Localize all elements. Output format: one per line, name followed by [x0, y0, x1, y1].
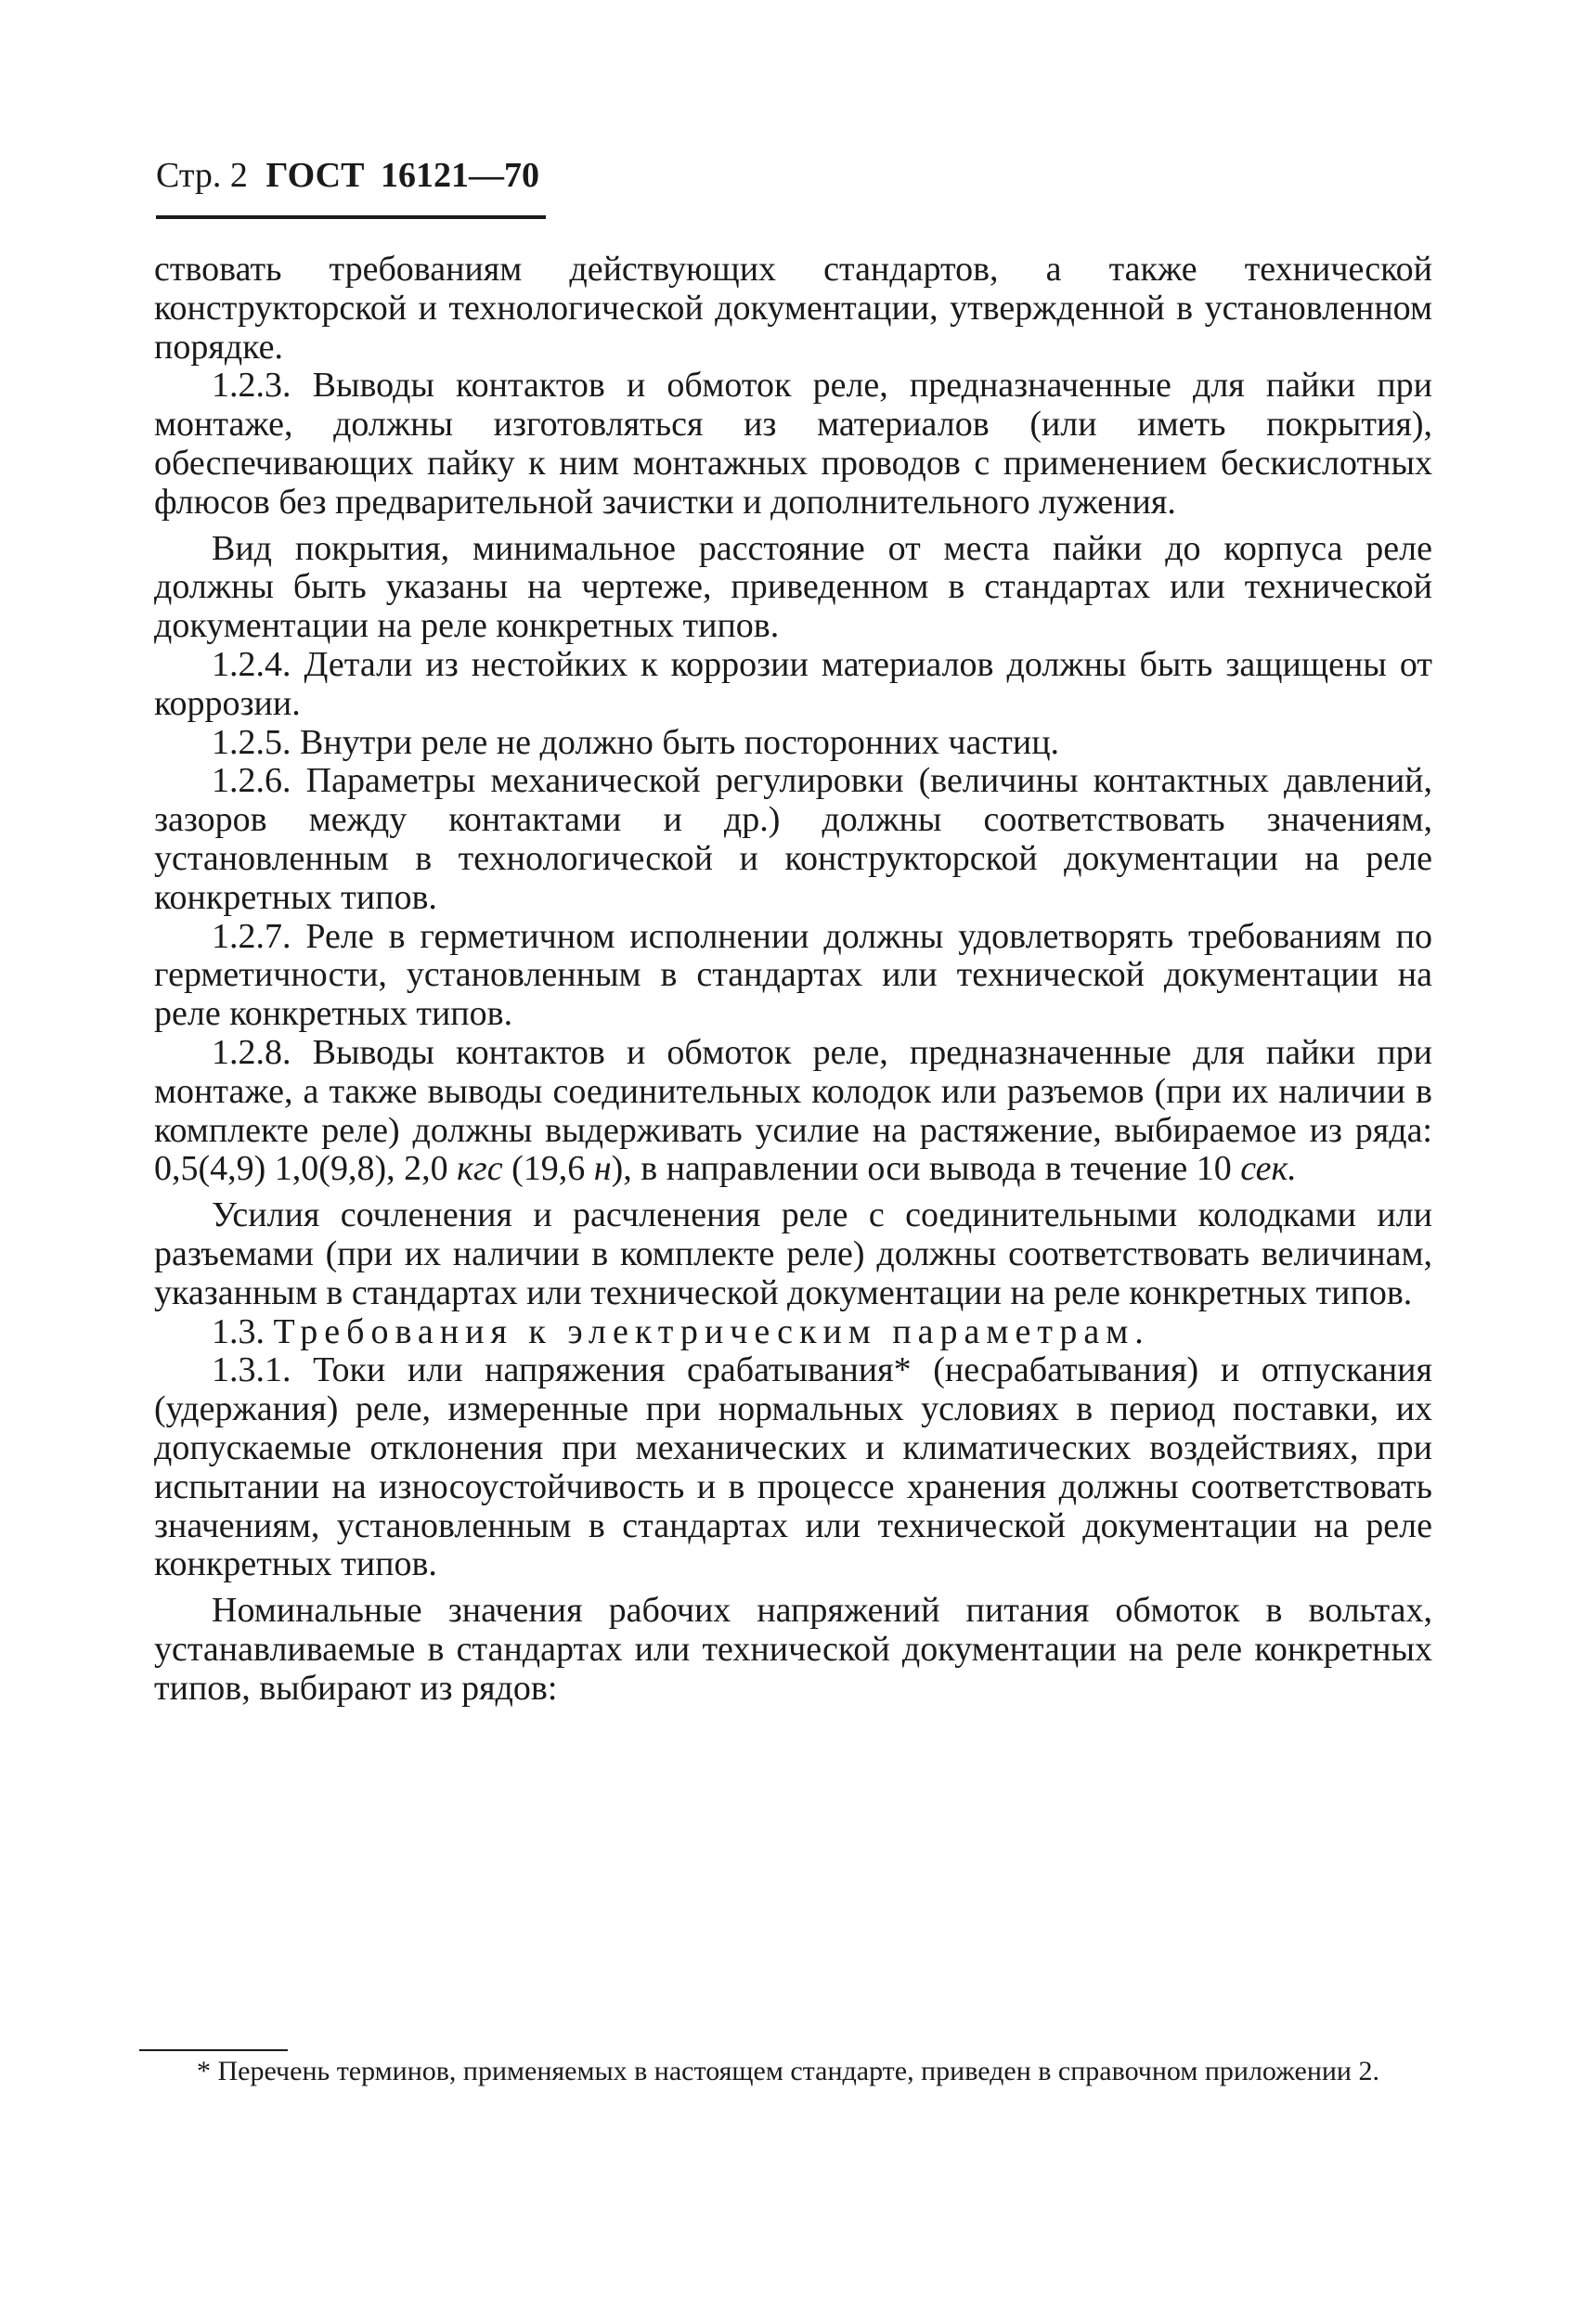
- page-number-label: Стр. 2: [156, 156, 248, 195]
- paragraph-1-2-7: 1.2.7. Реле в герметичном исполнении должны удовлетворять требованиям по герметичности, установленным в стандартах или технической документации на реле конкретных типов.: [154, 916, 1432, 1034]
- unit-kgs: кгс: [457, 1149, 503, 1189]
- footnote: [139, 2056, 1432, 2087]
- section-number: 1.3.: [212, 1311, 265, 1351]
- paragraph-1-2-4: 1.2.4. Детали из нестойких к коррозии материалов должны быть защищены от коррозии.: [154, 644, 1432, 723]
- standard-number: 16121—70: [380, 156, 539, 195]
- paragraph-1-2-5: 1.2.5. Внутри реле не должно быть посторонних частиц.: [212, 722, 1060, 762]
- section-heading-1-3: [154, 1313, 1432, 1352]
- paragraph-1-2-8: [154, 1034, 1432, 1189]
- paragraph-1-2-8-text-b: (19,6: [502, 1149, 594, 1189]
- unit-newton: н: [593, 1149, 612, 1189]
- paragraph-coating: Вид покрытия, минимальное расстояние от места пайки до корпуса реле должны быть указаны на чертеже, приведенном в стандартах или технической документации на реле конкретных типов.: [154, 528, 1432, 646]
- paragraph-1-2-3: 1.2.3. Выводы контактов и обмоток реле, предназначенные для пайки при монтаже, должны изготовляться из материалов (или иметь покрытия), обеспечивающих пайку к ним монтажных проводов с применением бескислотных флюсов без предварительной зачистки и дополнительного лужения.: [154, 366, 1432, 522]
- paragraph-1-3-1: 1.3.1. Токи или напряжения срабатывания* (несрабатывания) и отпускания (удержания) реле, измеренные при нормальных условиях в период поставки, их допускаемые отклонения при механических и климатических воздействиях, при испытании на износоустойчивость и в процессе хранения должны соответствовать значениям, установленным в стандартах или технической документации на реле конкретных типов.: [154, 1350, 1432, 1584]
- page-header: [156, 158, 539, 193]
- header-divider: [156, 215, 546, 219]
- document-body: [154, 251, 1432, 1708]
- paragraph-1-2-8-text-a: 1.2.8. Выводы контактов и обмоток реле, предназначенные для пайки при монтаже, а также выводы соединительных колодок или разъемов (при их наличии в комплекте реле) должны выдерживать усилие на растяжение, выбираемое из ряда: 0,5(4,9) 1,0(9,8), 2,0: [154, 1032, 1432, 1189]
- footnote-divider: [139, 2049, 288, 2051]
- section-title: Требования к электрическим параметрам.: [273, 1311, 1150, 1351]
- footnote-text: * Перечень терминов, применяемых в настоящем стандарте, приведен в справочном приложении 2.: [197, 2056, 1379, 2086]
- paragraph-nominal-voltages: Номинальные значения рабочих напряжений питания обмоток в вольтах, устанавливаемые в стандартах или технической документации на реле конкретных типов, выбирают из рядов:: [154, 1591, 1432, 1708]
- paragraph-1-2-8-text-c: ), в направлении оси вывода в течение 10: [611, 1149, 1241, 1189]
- standard-name: ГОСТ: [265, 156, 365, 195]
- unit-seconds: сек.: [1240, 1149, 1297, 1189]
- paragraph-coupling-forces: Усилия сочленения и расчленения реле с соединительными колодками или разъемами (при их наличии в комплекте реле) должны соответствовать величинам, указанным в стандартах или технической документации на реле конкретных типов.: [154, 1195, 1432, 1312]
- paragraph-1-2-6: 1.2.6. Параметры механической регулировки (величины контактных давлений, зазоров между контактами и др.) должны соответствовать значениям, установленным в технологической и конструкторской документации на реле конкретных типов.: [154, 761, 1432, 917]
- paragraph-continuation: ствовать требованиям действующих стандартов, а также технической конструкторской и технологической документации, утвержденной в установленном порядке.: [154, 250, 1432, 367]
